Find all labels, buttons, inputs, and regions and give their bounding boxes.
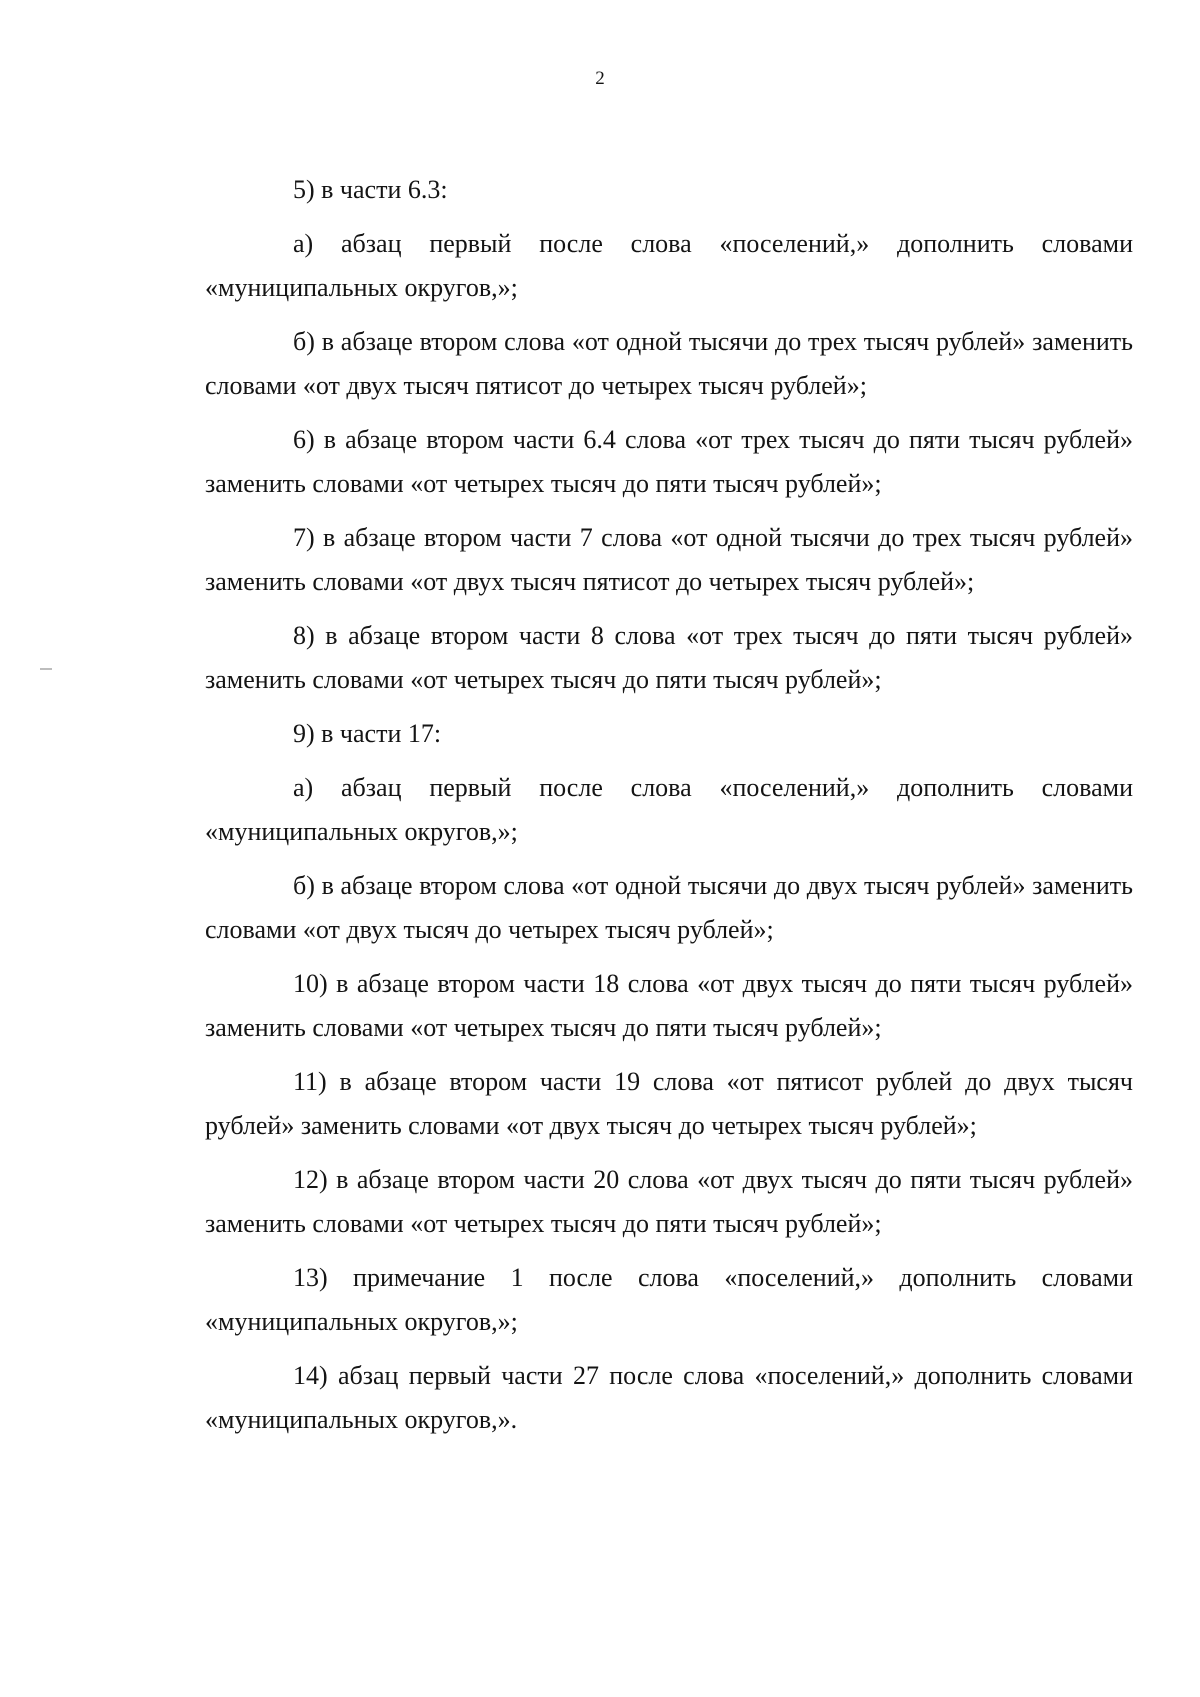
document-body (205, 168, 1133, 1452)
paragraph-item-9: 9) в части 17: (293, 719, 442, 748)
paragraph-item-5: 5) в части 6.3: (293, 175, 448, 204)
paragraph-item-14: 14) абзац первый части 27 после слова «поселений,» дополнить словами «муниципальных округов,». (205, 1361, 1133, 1434)
paragraph-item-5a: а) абзац первый после слова «поселений,» дополнить словами «муниципальных округов,»; (205, 229, 1133, 302)
paragraph-item-5b: б) в абзаце втором слова «от одной тысячи до трех тысяч рублей» заменить словами «от двух тысяч пятисот до четырех тысяч рублей»; (205, 327, 1133, 400)
paragraph-item-9a: а) абзац первый после слова «поселений,» дополнить словами «муниципальных округов,»; (205, 773, 1133, 846)
paragraph-item-7: 7) в абзаце втором части 7 слова «от одной тысячи до трех тысяч рублей» заменить словами «от двух тысяч пятисот до четырех тысяч рублей»; (205, 523, 1133, 596)
paragraph-item-13: 13) примечание 1 после слова «поселений,» дополнить словами «муниципальных округов,»; (205, 1263, 1133, 1336)
paragraph-item-10: 10) в абзаце втором части 18 слова «от двух тысяч до пяти тысяч рублей» заменить словами «от четырех тысяч до пяти тысяч рублей»; (205, 969, 1133, 1042)
paragraph-item-8: 8) в абзаце втором части 8 слова «от трех тысяч до пяти тысяч рублей» заменить словами «от четырех тысяч до пяти тысяч рублей»; (205, 621, 1133, 694)
paragraph-item-12: 12) в абзаце втором части 20 слова «от двух тысяч до пяти тысяч рублей» заменить словами «от четырех тысяч до пяти тысяч рублей»; (205, 1165, 1133, 1238)
scan-artifact-mark (40, 668, 52, 670)
paragraph-item-6: 6) в абзаце втором части 6.4 слова «от трех тысяч до пяти тысяч рублей» заменить словами «от четырех тысяч до пяти тысяч рублей»; (205, 425, 1133, 498)
paragraph-item-9b: б) в абзаце втором слова «от одной тысячи до двух тысяч рублей» заменить словами «от двух тысяч до четырех тысяч рублей»; (205, 871, 1133, 944)
page-number: 2 (595, 68, 605, 89)
paragraph-item-11: 11) в абзаце втором части 19 слова «от пятисот рублей до двух тысяч рублей» заменить словами «от двух тысяч до четырех тысяч рублей»; (205, 1067, 1133, 1140)
